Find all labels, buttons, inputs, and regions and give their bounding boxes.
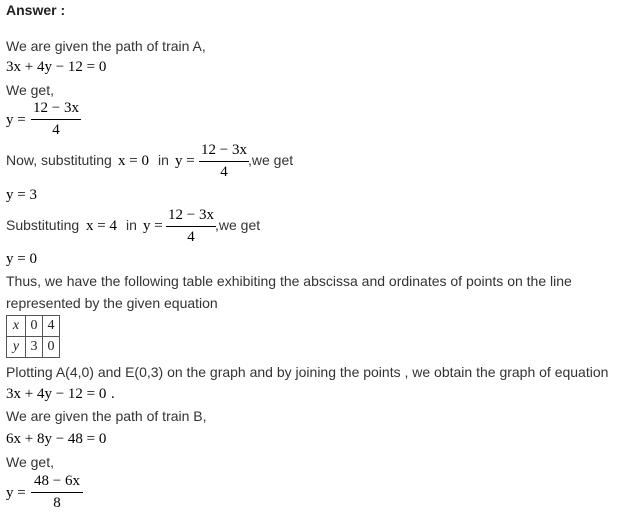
result-y-0: y = 0 (6, 251, 37, 267)
fraction-a-bar (31, 119, 81, 120)
substitution-2-condition: x = 4 (86, 218, 117, 234)
fraction-b-numerator: 48 − 6x (34, 473, 80, 489)
substitution-2-in: in (126, 217, 137, 233)
table-header-x: x (7, 316, 26, 337)
fraction-a-denominator: 4 (52, 122, 60, 138)
substitution-2-prefix: Substituting (6, 217, 80, 233)
substitution-2-y-label: y = (143, 218, 163, 234)
result-y-3: y = 3 (6, 187, 37, 203)
table-cell: 3 (26, 337, 43, 358)
thus-line-1: Thus, we have the following table exhibiting the abscissa and ordinates of points on the line (6, 273, 572, 289)
substitution-2-denominator: 4 (187, 229, 195, 245)
thus-line-2: represented by the given equation (6, 295, 218, 311)
we-get-label: We get, (6, 82, 54, 98)
y-equals-label: y = (6, 112, 26, 128)
substitution-1-bar (199, 161, 249, 162)
fraction-a-numerator: 12 − 3x (33, 100, 79, 116)
plotting-equation: 3x + 4y − 12 = 0 (6, 386, 107, 402)
substitution-1-numerator: 12 − 3x (201, 142, 247, 158)
equation-train-b: 6x + 8y − 48 = 0 (6, 431, 107, 447)
substitution-1-y-label: y = (175, 153, 195, 169)
plotting-period: . (111, 386, 115, 402)
answer-heading: Answer : (6, 2, 66, 18)
substitution-2-numerator: 12 − 3x (168, 207, 214, 223)
substitution-1-denominator: 4 (220, 164, 228, 180)
substitution-2-fraction (166, 207, 216, 249)
table-cell: 0 (43, 337, 60, 358)
substitution-1-fraction (199, 142, 249, 184)
table-cell: 0 (26, 316, 43, 337)
y-equals-label-b: y = (6, 485, 26, 501)
plotting-line: Plotting A(4,0) and E(0,3) on the graph and by joining the points , we obtain the graph of equation (6, 364, 609, 380)
substitution-1-condition: x = 0 (118, 153, 149, 169)
fraction-b-denominator: 8 (53, 495, 61, 511)
intro-train-a: We are given the path of train A, (6, 38, 206, 54)
substitution-2-suffix: ,we get (215, 217, 261, 233)
fraction-b (31, 473, 83, 515)
table-cell: 4 (43, 316, 60, 337)
table-row-y (7, 337, 60, 358)
equation-train-a: 3x + 4y − 12 = 0 (6, 59, 107, 75)
fraction-b-bar (31, 492, 83, 493)
coordinates-table (6, 315, 60, 358)
fraction-a (31, 100, 81, 142)
substitution-1-prefix: Now, substituting (6, 152, 112, 168)
substitution-2-bar (166, 226, 216, 227)
substitution-1-suffix: ,we get (248, 152, 294, 168)
intro-train-b: We are given the path of train B, (6, 408, 207, 424)
table-row-x (7, 316, 60, 337)
we-get-label-b: We get, (6, 454, 54, 470)
table-header-y: y (7, 337, 26, 358)
substitution-1-in: in (158, 152, 169, 168)
